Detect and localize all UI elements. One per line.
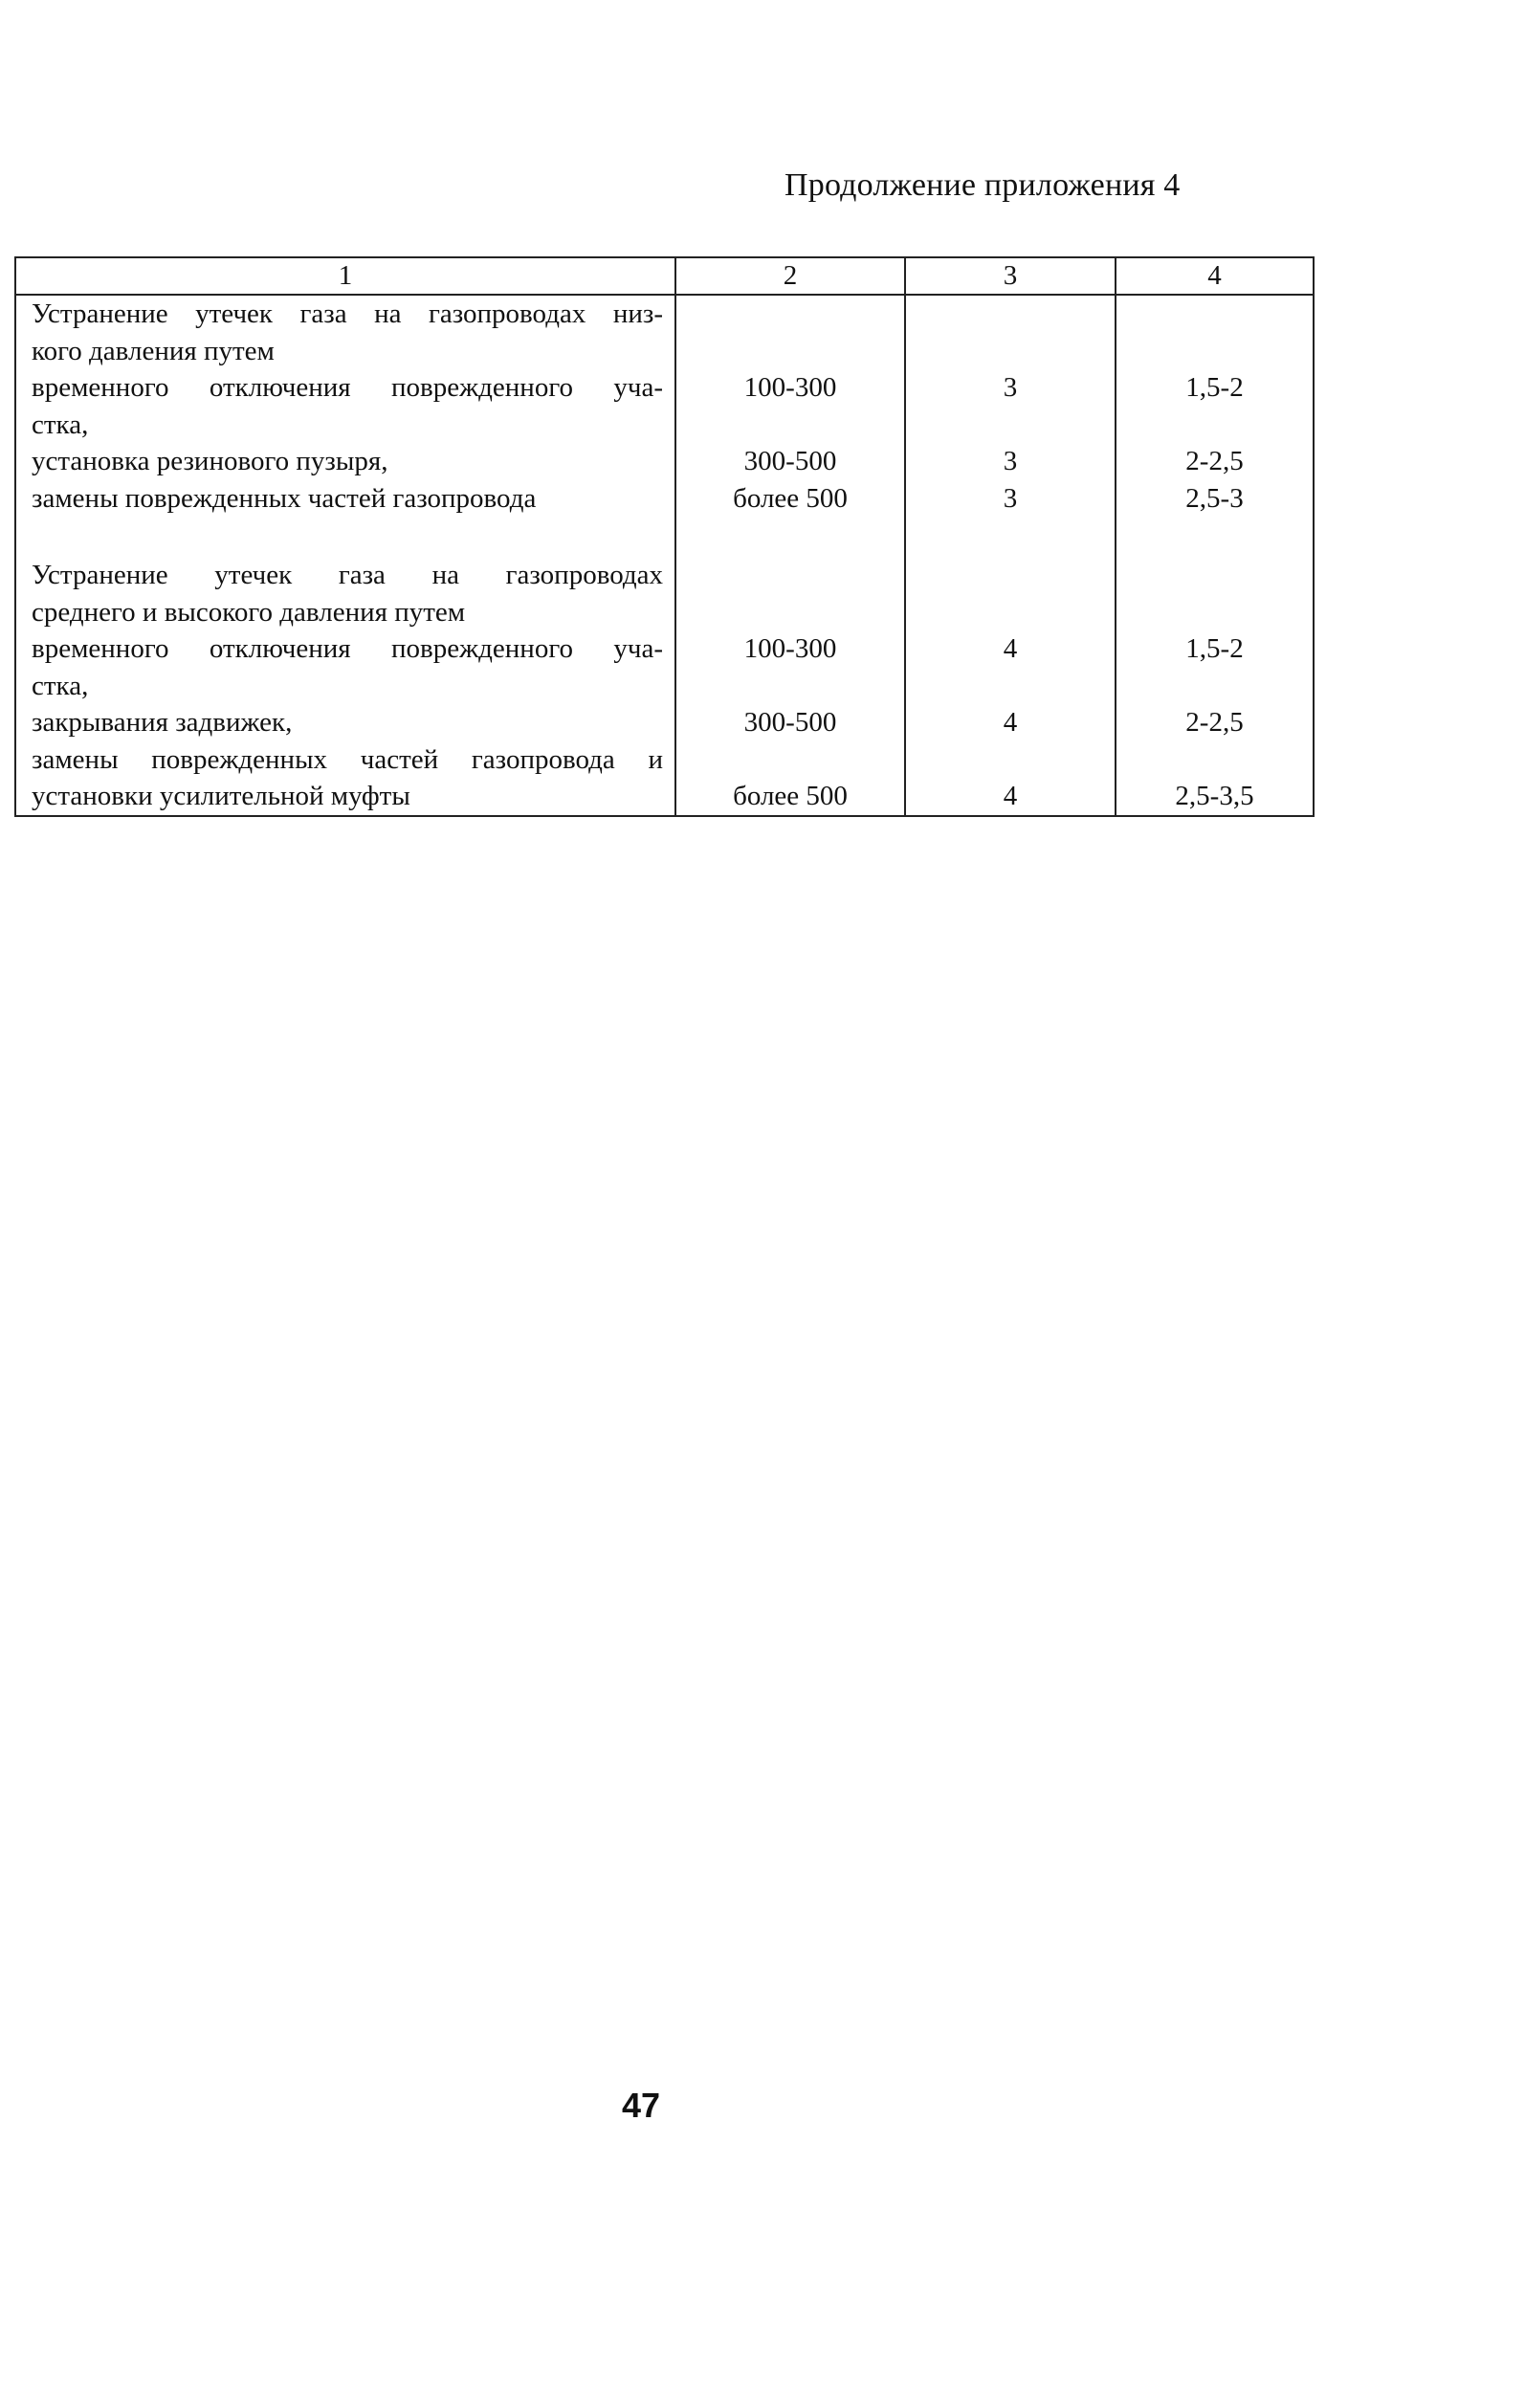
description-line: установки усилительной муфты: [32, 781, 410, 811]
header-col-4: 4: [1116, 257, 1314, 295]
description-line: среднего и высокого давления путем: [32, 596, 466, 628]
pressure-value-cell: [675, 295, 905, 517]
value: 1,5-2: [1185, 372, 1244, 403]
time-value-cell: [1116, 557, 1314, 816]
value: 100-300: [743, 633, 837, 664]
value: 2-2,5: [1185, 707, 1244, 738]
value: 4: [1003, 707, 1018, 738]
crew-value-cell: [905, 295, 1116, 517]
value: 2-2,5: [1185, 446, 1244, 476]
value: 300-500: [743, 446, 837, 476]
description-line: стка,: [32, 670, 89, 701]
page-number: 47: [622, 2086, 661, 2125]
value: 2,5-3,5: [1175, 781, 1254, 811]
description-line: замены поврежденных частей газопровода и: [32, 743, 663, 775]
data-table: [14, 256, 1315, 817]
crew-value-cell: [905, 557, 1116, 816]
value: более 500: [733, 482, 848, 514]
spacer-row: [15, 517, 1314, 557]
description-line: временного отключения поврежденного уча-: [32, 633, 663, 664]
description-line: замены поврежденных частей газопровода: [32, 482, 537, 514]
value: 3: [1003, 372, 1018, 403]
header-row: [15, 257, 1314, 295]
description-line: временного отключения поврежденного уча-: [32, 372, 663, 403]
value: 4: [1003, 633, 1018, 664]
value: более 500: [733, 781, 848, 811]
value: 4: [1003, 781, 1018, 811]
description-cell: [15, 295, 675, 517]
value: 3: [1003, 446, 1018, 476]
value: 2,5-3: [1185, 482, 1244, 514]
value: 3: [1003, 482, 1018, 514]
description-line: Устранение утечек газа на газопроводах низ-: [32, 298, 663, 329]
table-row-medium-high-pressure: [15, 557, 1314, 816]
value: 1,5-2: [1185, 633, 1244, 664]
header-col-2: 2: [675, 257, 905, 295]
description-line: стка,: [32, 409, 89, 440]
value: 300-500: [743, 707, 837, 738]
description-line: установка резинового пузыря,: [32, 446, 388, 476]
description-line: кого давления путем: [32, 335, 275, 366]
time-value-cell: [1116, 295, 1314, 517]
description-line: Устранение утечек газа на газопроводах: [32, 560, 663, 590]
page-heading: Продолжение приложения 4: [785, 167, 1181, 203]
pressure-value-cell: [675, 557, 905, 816]
description-cell: [15, 557, 675, 816]
header-col-3: 3: [905, 257, 1116, 295]
table-row-low-pressure: [15, 295, 1314, 517]
description-line: закрывания задвижек,: [32, 707, 293, 738]
header-col-1: 1: [15, 257, 675, 295]
value: 100-300: [743, 372, 837, 403]
